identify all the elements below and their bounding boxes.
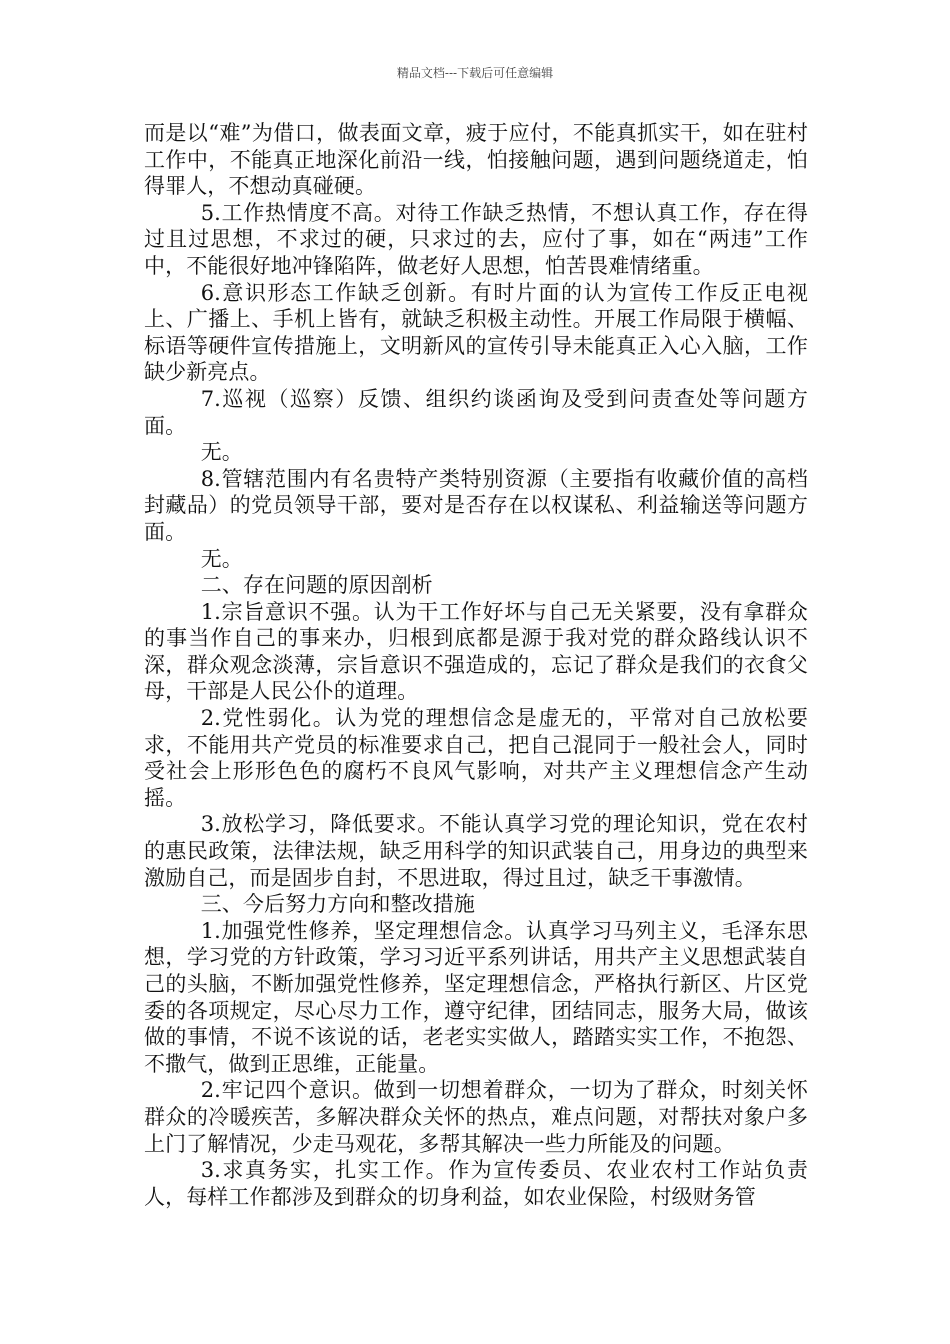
paragraph: 6.意识形态工作缺乏创新。有时片面的认为宣传工作反正电视上、广播上、手机上皆有，就缺乏积极主动性。开展工作局限于横幅、标语等硬件宣传措施上，文明新风的宣传引导未能真正入心入脑，工作缺少新亮点。 (144, 280, 808, 385)
paragraph: 无。 (200, 440, 243, 465)
paragraph: 而是以“难”为借口，做表面文章，疲于应付，不能真抓实干，如在驻村工作中，不能真正地深化前沿一线，怕接触问题，遇到问题绕道走，怕得罪人，不想动真碰硬。 (144, 121, 808, 199)
paragraph: 7.巡视（巡察）反馈、组织约谈函询及受到问责查处等问题方面。 (144, 386, 808, 438)
paragraph: 8.管辖范围内有名贵特产类特别资源（主要指有收藏价值的高档封藏品）的党员领导干部，要对是否存在以权谋私、利益输送等问题方面。 (144, 466, 808, 544)
paragraph: 3.求真务实，扎实工作。作为宣传委员、农业农村工作站负责人，每样工作都涉及到群众的切身利益，如农业保险，村级财务管 (144, 1158, 808, 1209)
paragraph: 1.宗旨意识不强。认为干工作好坏与自己无关紧要，没有拿群众的事当作自己的事来办，归根到底都是源于我对党的群众路线认识不深，群众观念淡薄，宗旨意识不强造成的，忘记了群众是我们的衣食父母，干部是人民公仆的道理。 (144, 599, 808, 704)
paragraph: 5.工作热情度不高。对待工作缺乏热情，不想认真工作，存在得过且过思想，不求过的硬，只求过的去，应付了事，如在“两违”工作中，不能很好地冲锋陷阵，做老好人思想，怕苦畏难情绪重。 (144, 200, 808, 278)
document-body (144, 120, 808, 1210)
paragraph: 1.加强党性修养，坚定理想信念。认真学习马列主义，毛泽东思想，学习党的方针政策，学习习近平系列讲话，用共产主义思想武装自己的头脑，不断加强党性修养，坚定理想信念，严格执行新区、片区党委的各项规定，尽心尽力工作，遵守纪律，团结同志，服务大局，做该做的事情，不说不该说的话，老老实实做人，踏踏实实工作，不抱怨、不撒气，做到正思维，正能量。 (144, 918, 808, 1076)
paragraph: 无。 (200, 546, 243, 571)
page-header: 精品文档---下载后可任意编辑 (396, 66, 554, 80)
section-heading: 三、今后努力方向和整改措施 (200, 892, 475, 917)
section-heading: 二、存在问题的原因剖析 (200, 573, 433, 598)
paragraph: 3.放松学习，降低要求。不能认真学习党的理论知识，党在农村的惠民政策，法律法规，缺乏用科学的知识武装自己，用身边的典型来激励自己，而是固步自封，不思进取，得过且过，缺乏干事激情。 (144, 812, 808, 890)
paragraph: 2.党性弱化。认为党的理想信念是虚无的，平常对自己放松要求，不能用共产党员的标准要求自己，把自己混同于一般社会人，同时受社会上形形色色的腐朽不良风气影响，对共产主义理想信念产生动摇。 (144, 706, 808, 810)
paragraph: 2.牢记四个意识。做到一切想着群众，一切为了群众，时刻关怀群众的冷暖疾苦，多解决群众关怀的热点，难点问题，对帮扶对象户多上门了解情况，少走马观花，多帮其解决一些力所能及的问题。 (144, 1078, 808, 1156)
